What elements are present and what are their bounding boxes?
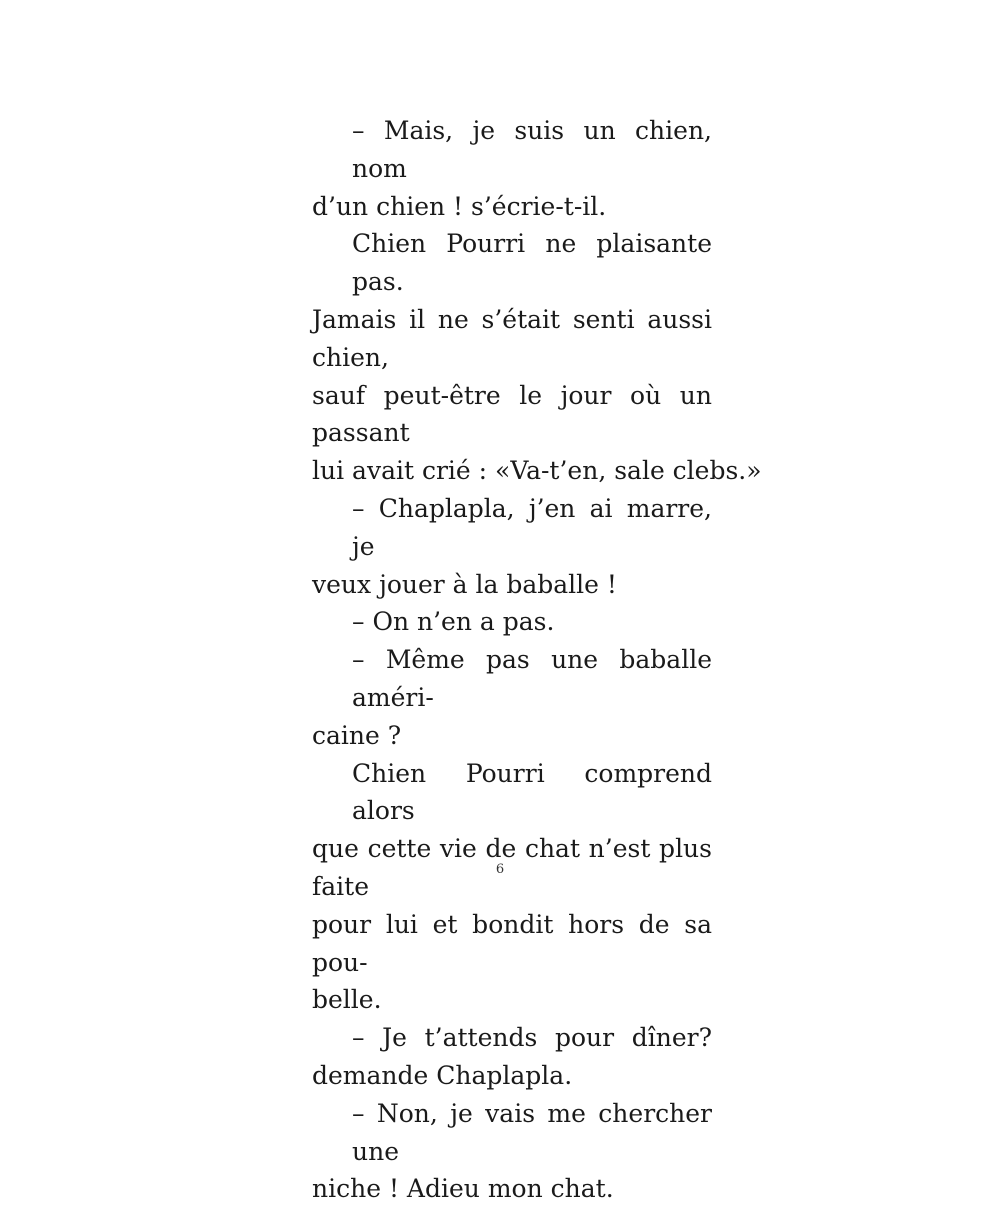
text-line: niche ! Adieu mon chat. bbox=[312, 1174, 614, 1204]
text-line: – Chaplapla, j’en ai marre, je bbox=[352, 493, 712, 561]
text-line: caine ? bbox=[312, 720, 402, 750]
text-line: – Non, je vais me chercher une bbox=[352, 1098, 712, 1166]
text-line: demande Chaplapla. bbox=[312, 1060, 573, 1090]
text-line: pour lui et bondit hors de sa pou- bbox=[312, 909, 712, 977]
text-line: – Je t’attends pour dîner? bbox=[352, 1023, 712, 1053]
text-line: belle. bbox=[312, 985, 382, 1015]
text-line: Chien Pourri comprend alors bbox=[352, 758, 712, 826]
text-line: – Même pas une baballe améri- bbox=[352, 645, 712, 712]
text-line: d’un chien ! s’écrie-t-il. bbox=[312, 191, 607, 221]
text-line: que cette vie de chat n’est plus faite bbox=[312, 834, 712, 901]
text-line: sauf peut-être le jour où un passant bbox=[312, 380, 712, 448]
text-line: Jamais il ne s’était senti aussi chien, bbox=[312, 304, 712, 372]
text-line: Chien Pourri ne plaisante pas. bbox=[352, 229, 712, 297]
page-number: 6 bbox=[495, 862, 505, 877]
text-line: veux jouer à la baballe ! bbox=[312, 569, 617, 599]
page-body-text bbox=[312, 112, 762, 1208]
text-line: lui avait crié : «Va-t’en, sale clebs.» bbox=[312, 456, 762, 486]
text-line: – Mais, je suis un chien, nom bbox=[352, 116, 712, 183]
text-line: – On n’en a pas. bbox=[352, 607, 555, 637]
